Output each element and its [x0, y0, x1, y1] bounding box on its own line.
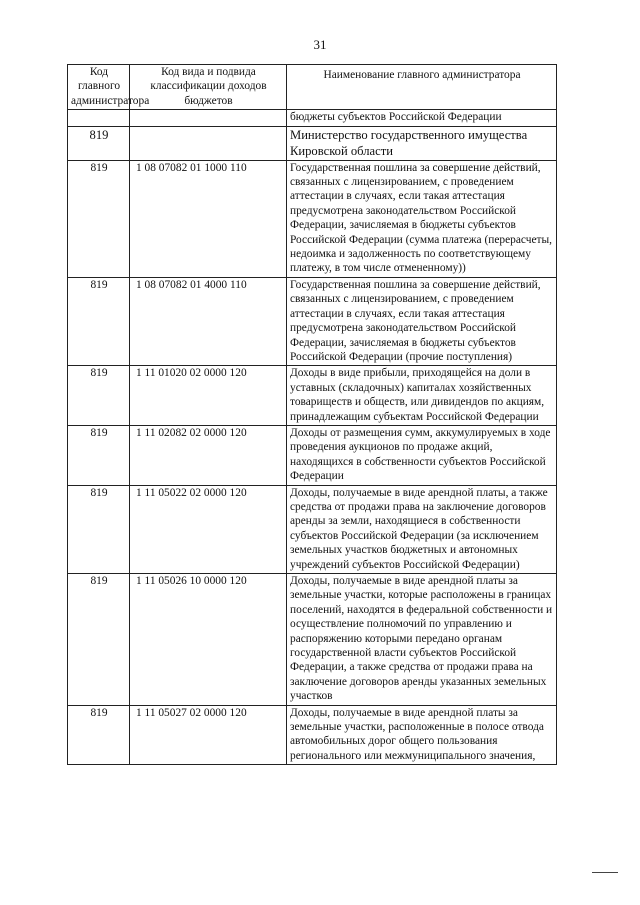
header-revenue-code: Код вида и подвида классификации доходов бюджетов — [130, 65, 287, 110]
carry-over-empty-2 — [130, 110, 287, 126]
row-admin-code: 819 — [68, 485, 130, 573]
row-admin-code: 819 — [68, 705, 130, 765]
scan-mark — [592, 872, 618, 873]
table-row — [68, 574, 557, 706]
row-admin-code: 819 — [68, 160, 130, 277]
header-admin-code: Код главного администратора — [68, 65, 130, 110]
row-revenue-name: Доходы от размещения сумм, аккумулируемых в ходе проведения аукционов по продаже акций, находящихся в собственности субъектов Российской Федерации — [287, 425, 557, 485]
row-revenue-name: Доходы, получаемые в виде арендной платы за земельные участки, расположенные в полосе отвода автомобильных дорог общего пользования регионального или межмуниципального значения, — [287, 705, 557, 765]
table-row — [68, 425, 557, 485]
carry-over-empty-1 — [68, 110, 130, 126]
carry-over-text: бюджеты субъектов Российской Федерации — [287, 110, 557, 126]
revenue-administrators-table — [67, 64, 557, 765]
table-row — [68, 277, 557, 365]
row-revenue-code: 1 11 05027 02 0000 120 — [130, 705, 287, 765]
row-admin-code: 819 — [68, 366, 130, 426]
row-revenue-code: 1 11 05026 10 0000 120 — [130, 574, 287, 706]
row-revenue-name: Доходы в виде прибыли, приходящейся на доли в уставных (складочных) капиталах хозяйственных товариществ и обществ, или дивидендов по акциям, принадлежащим субъектам Российской Федерации — [287, 366, 557, 426]
ministry-code: 819 — [68, 126, 130, 160]
page-number: 31 — [313, 37, 327, 52]
ministry-empty — [130, 126, 287, 160]
row-revenue-name: Доходы, получаемые в виде арендной платы, а также средства от продажи права на заключение договоров аренды за земли, находящиеся в собственности субъектов Российской Федерации (за исключением земельных участков бюджетных и автономных учреждений субъектов Российской Федерации) — [287, 485, 557, 573]
row-revenue-code: 1 11 02082 02 0000 120 — [130, 425, 287, 485]
table-header-row — [68, 65, 557, 110]
row-revenue-name: Государственная пошлина за совершение действий, связанных с лицензированием, с проведением аттестации в случаях, если такая аттестация предусмотрена законодательством Российской Федерации, зачисляемая в бюджеты субъектов Российской Федерации (прочие поступления) — [287, 277, 557, 365]
row-revenue-code: 1 08 07082 01 1000 110 — [130, 160, 287, 277]
table-row — [68, 485, 557, 573]
ministry-row — [68, 126, 557, 160]
ministry-name: Министерство государственного имущества Кировской области — [287, 126, 557, 160]
row-revenue-name: Доходы, получаемые в виде арендной платы за земельные участки, которые расположены в границах поселений, находятся в федеральной собственности и осуществление полномочий по управлению и распоряжению которыми передано органам государственной власти субъектов Российской Федерации, а также средства от продажи права на заключение договоров аренды указанных земельных участков — [287, 574, 557, 706]
row-admin-code: 819 — [68, 425, 130, 485]
header-admin-name: Наименование главного администратора — [287, 65, 557, 110]
row-admin-code: 819 — [68, 574, 130, 706]
row-revenue-code: 1 11 01020 02 0000 120 — [130, 366, 287, 426]
row-revenue-name: Государственная пошлина за совершение действий, связанных с лицензированием, с проведением аттестации в случаях, если такая аттестация предусмотрена законодательством Российской Федерации, зачисляемая в бюджеты субъектов Российской Федерации (сумма платежа (перерасчеты, недоимка и задолженность по соответствующему платежу, в том числе отмененному)) — [287, 160, 557, 277]
row-revenue-code: 1 08 07082 01 4000 110 — [130, 277, 287, 365]
table-row — [68, 705, 557, 765]
row-revenue-code: 1 11 05022 02 0000 120 — [130, 485, 287, 573]
table-row — [68, 366, 557, 426]
carry-over-row — [68, 110, 557, 126]
row-admin-code: 819 — [68, 277, 130, 365]
table-row — [68, 160, 557, 277]
